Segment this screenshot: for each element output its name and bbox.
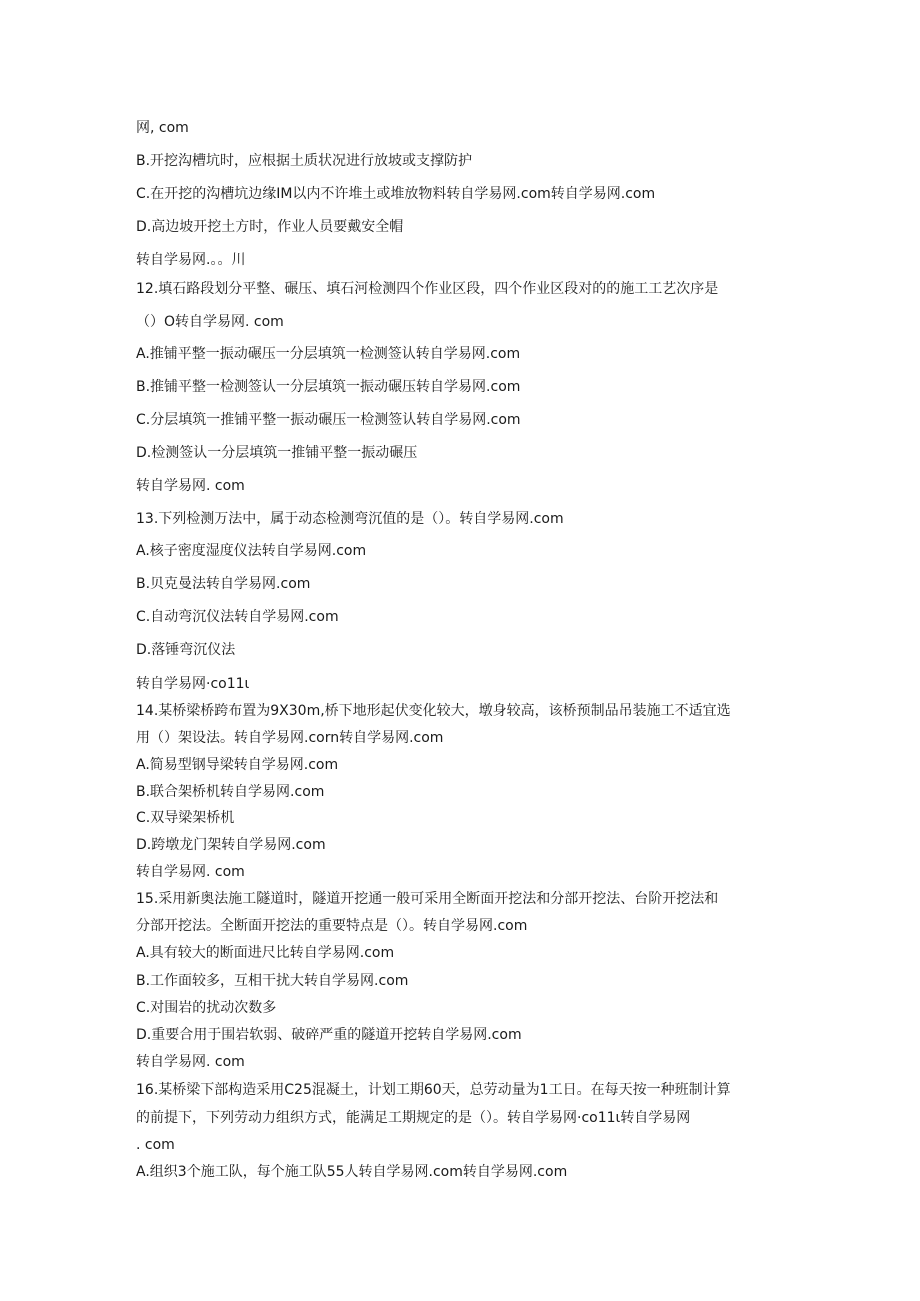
option-b: B.联合架桥机转自学易网.com: [136, 784, 325, 800]
question-12-cont: （）O转自学易网. com: [136, 314, 284, 330]
option-c: C.在开挖的沟槽坑边缘IM以内不许堆土或堆放物料转自学易网.com转自学易网.com: [136, 186, 656, 202]
option-a: A.具有较大的断面进尺比转自学易网.com: [136, 945, 395, 961]
option-c: C.对围岩的扰动次数多: [136, 1000, 277, 1016]
option-c: C.双导梁架桥机: [136, 810, 235, 826]
option-a: A.推铺平整一振动碾压一分层填筑一检测签认转自学易网.com: [136, 346, 521, 362]
text-line: 转自学易网.。。川: [136, 252, 246, 268]
option-d: D.检测签认一分层填筑一推铺平整一振动碾压: [136, 445, 418, 461]
text-line: 转自学易网. com: [136, 864, 245, 880]
question-14: 14.某桥梁桥跨布置为9X30m,桥下地形起伏变化较大，墩身较高，该桥预制品吊装施工不适宜选: [136, 703, 731, 719]
option-b: B.开挖沟槽坑时，应根据土质状况进行放坡或支撑防护: [136, 153, 473, 169]
option-a: A.简易型钢导梁转自学易网.com: [136, 757, 339, 773]
question-15-cont: 分部开挖法。全断面开挖法的重要特点是（）。转自学易网.com: [136, 918, 528, 934]
option-a: A.组织3个施工队，每个施工队55人转自学易网.com转自学易网.com: [136, 1164, 568, 1180]
text-line: 网, com: [136, 120, 189, 136]
option-b: B.工作面较多，互相干扰大转自学易网.com: [136, 973, 409, 989]
text-line: 转自学易网·co11ι: [136, 676, 250, 692]
option-c: C.分层填筑一推铺平整一振动碾压一检测签认转自学易网.com: [136, 412, 521, 428]
question-12: 12.填石路段划分平整、碾压、填石河检测四个作业区段，四个作业区段对的的施工工艺次序是: [136, 281, 719, 297]
question-16-cont: . com: [136, 1137, 175, 1153]
question-14-cont: 用（）架设法。转自学易网.corn转自学易网.com: [136, 730, 444, 746]
question-16-cont: 的前提下，下列劳动力组织方式，能满足工期规定的是（）。转自学易网·co11ι转自学易网: [136, 1110, 691, 1126]
question-15: 15.采用新奥法施工隧道时，隧道开挖通一般可采用全断面开挖法和分部开挖法、台阶开挖法和: [136, 891, 719, 907]
text-line: 转自学易网. com: [136, 478, 245, 494]
question-13: 13.下列检测万法中，属于动态检测弯沉值的是（）。转自学易网.com: [136, 511, 564, 527]
option-d: D.高边坡开挖土方时，作业人员要戴安全帽: [136, 219, 404, 235]
option-d: D.落锤弯沉仪法: [136, 642, 236, 658]
option-c: C.自动弯沉仪法转自学易网.com: [136, 609, 339, 625]
question-16: 16.某桥梁下部构造采用C25混凝土，计划工期60天，总劳动量为1工日。在每天按一种班制计算: [136, 1082, 731, 1098]
option-d: D.重要合用于围岩软弱、破碎严重的隧道开挖转自学易网.com: [136, 1027, 522, 1043]
option-b: B.推铺平整一检测签认一分层填筑一振动碾压转自学易网.com: [136, 379, 521, 395]
option-a: A.核子密度湿度仪法转自学易网.com: [136, 543, 367, 559]
option-b: B.贝克曼法转自学易网.com: [136, 576, 311, 592]
text-line: 转自学易网. com: [136, 1054, 245, 1070]
option-d: D.跨墩龙门架转自学易网.com: [136, 837, 326, 853]
